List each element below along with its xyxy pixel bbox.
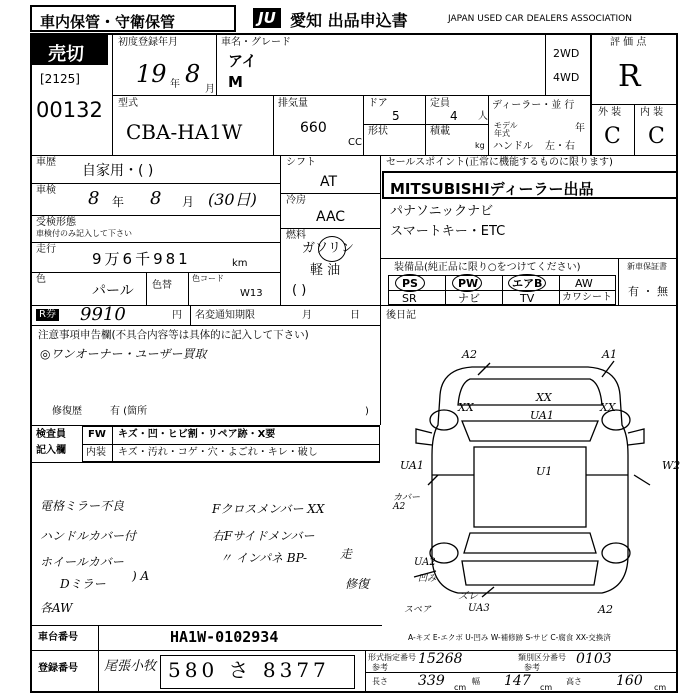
divider — [32, 272, 280, 273]
hand-note-10: 修復 — [345, 577, 370, 591]
color-code-label: 色コード — [192, 274, 224, 283]
kg-unit: kg — [475, 141, 485, 150]
shift-value: AT — [320, 174, 338, 190]
inspector-label-1: 検査員 — [36, 429, 66, 440]
receive-label: 受検形態 — [36, 217, 76, 228]
equip-ps-circle — [395, 274, 425, 292]
history-value: 自家用・( ) — [82, 163, 154, 179]
reg-year-unit: 年 — [170, 79, 180, 90]
width-label: 幅 — [472, 677, 480, 686]
plate-region: 尾張小牧 — [104, 659, 157, 674]
inspection-day: (30日) — [208, 190, 257, 209]
class-number: 0103 — [576, 651, 612, 667]
eval-score: R — [618, 59, 641, 94]
equip-pw: PW — [458, 277, 479, 290]
sold-badge — [32, 35, 108, 65]
divider — [280, 228, 380, 229]
plate-label: 登録番号 — [38, 663, 78, 674]
repair-history-label: 修復歴 — [52, 406, 82, 417]
fw-items: キズ・凹・ヒビ割・リペア跡・X要 — [118, 429, 276, 440]
equip-tv: TV — [520, 292, 535, 305]
hand-note-3: ホイールカバー — [40, 555, 124, 569]
mark-spare: スペア — [404, 605, 432, 615]
divider — [188, 272, 189, 305]
sold-label: 売切 — [48, 44, 84, 65]
background-label: 後日記 — [386, 310, 416, 321]
reg-month: 8 — [185, 60, 201, 88]
equip-aw: AW — [575, 277, 593, 290]
displacement: 660 — [300, 120, 327, 136]
fuel-circle-mark — [318, 236, 346, 262]
shape-label: 形状 — [368, 126, 388, 137]
car-name: アイ — [228, 52, 257, 70]
mark-u1-roof: U1 — [536, 465, 553, 478]
equip-navi: ナビ — [458, 292, 480, 305]
car-name-label: 車名・グレード — [221, 37, 291, 48]
model-year-label: モデル 年式 — [494, 121, 518, 138]
length-label: 長さ — [372, 677, 388, 686]
interior-items: キズ・汚れ・コゲ・穴・よごれ・キレ・破し — [118, 447, 318, 458]
chassis-number: HA1W-0102934 — [170, 628, 279, 646]
mark-cover-a2: カバー A2 — [393, 493, 421, 512]
receive-note: 車検付のみ記入して下さい — [36, 229, 132, 238]
mileage: 9万6千981 — [92, 250, 191, 268]
divider — [32, 305, 678, 306]
height-value: 160 — [616, 673, 643, 689]
selling-point-line2: パナソニックナビ — [390, 204, 494, 219]
car-model: CBA-HA1W — [126, 120, 243, 144]
divider — [488, 95, 489, 155]
hand-note-2: ハンドルカバー付 — [40, 529, 137, 543]
hand-note-1: 電格ミラー不良 — [40, 499, 125, 513]
form-number-label: 形式指定番号 — [368, 653, 416, 662]
inspection-month: 8 — [150, 188, 162, 209]
selling-point-line3: スマートキー・ETC — [390, 224, 506, 239]
color-value: パール — [92, 283, 134, 299]
inspection-year-unit: 年 — [112, 195, 125, 209]
divider — [280, 155, 281, 305]
drive-4wd: 4WD — [553, 71, 580, 84]
selling-points-box — [382, 171, 678, 199]
model-year-unit: 年 — [575, 123, 585, 134]
recycle-yen: 円 — [172, 310, 182, 321]
mark-w2-right: W2 — [662, 459, 681, 472]
km-unit: km — [232, 258, 248, 269]
capacity-label: 定員 — [430, 98, 450, 109]
recycle-label: R券 — [36, 309, 59, 321]
equip-sr: SR — [402, 292, 417, 305]
eval-label: 評 価 点 — [610, 37, 647, 48]
length-value: 339 — [418, 673, 445, 689]
mark-ua1-left: UA1 — [400, 459, 424, 472]
inspection-label: 車検 — [36, 185, 56, 196]
color-change-label: 色替 — [152, 280, 172, 291]
divider — [32, 215, 280, 216]
hand-note-5: 各AW — [40, 601, 73, 615]
divider — [363, 95, 364, 155]
mark-ua1-front: UA1 — [530, 409, 554, 422]
divider — [146, 272, 147, 305]
warranty-value: 有 ・ 無 — [628, 285, 668, 298]
hand-note-6: Fクロスメンバー XX — [212, 502, 325, 516]
model-label: 型式 — [118, 98, 138, 109]
divider — [380, 258, 678, 259]
dealer-label: ディーラー・並 行 — [492, 100, 575, 111]
repair-history-close: ) — [365, 406, 369, 417]
divider — [32, 625, 382, 626]
fuel-gasoline: ガソリン — [302, 241, 355, 256]
divider — [98, 625, 99, 693]
mileage-label: 走行 — [36, 244, 56, 255]
handle-options: 左・右 — [545, 141, 575, 152]
equip-pw-circle — [452, 274, 482, 292]
equip-airbag-circle — [508, 274, 546, 292]
inspector-label-2: 記入欄 — [36, 445, 66, 456]
color-code: W13 — [240, 288, 263, 299]
hand-note-8: 〃 インパネ BP- — [220, 551, 308, 565]
hand-note-11: ) A — [132, 569, 150, 583]
color-label: 色 — [36, 274, 46, 285]
divider — [425, 95, 426, 155]
exterior-grade: C — [604, 124, 621, 149]
fuel-label: 燃料 — [286, 230, 306, 241]
plate-number: 580 さ 8377 — [168, 658, 330, 682]
drive-2wd: 2WD — [553, 47, 580, 60]
divider — [273, 95, 274, 155]
shift-label: シフト — [286, 157, 316, 168]
mark-ua2-rear: UA2 — [414, 557, 436, 568]
hand-note-9: 走 — [340, 547, 353, 561]
notes-label: 注意事項申告欄(不具合内容等は具体的に記入して下さい) — [38, 329, 309, 341]
height-label: 高さ — [566, 677, 582, 686]
notes-line1: ◎ワンオーナー・ユーザー買取 — [40, 347, 207, 361]
capacity: 4 — [450, 109, 458, 123]
divider — [380, 155, 381, 305]
equip-airbag: エアB — [512, 277, 543, 290]
lot-code: [2125] — [40, 72, 80, 86]
reg-year: 19 — [136, 60, 167, 88]
name-change-day: 日 — [350, 310, 360, 321]
inspection-year: 8 — [88, 188, 100, 209]
mark-ua3: UA3 — [468, 603, 490, 614]
hand-note-4: Dミラー — [60, 577, 106, 591]
fuel-other: ( ) — [292, 283, 307, 298]
repair-history-value: 有 (箇所 — [110, 406, 148, 417]
equipment-label: 装備品(純正品に限り○をつけてください) — [394, 262, 581, 273]
load-label: 積載 — [430, 126, 450, 137]
divider — [280, 193, 380, 194]
divider — [634, 104, 635, 155]
selling-points-label: セールスポイント(正常に機能するものに限ります) — [386, 157, 613, 168]
ju-logo: JU — [253, 8, 281, 28]
cc-unit: CC — [348, 137, 362, 148]
mark-xx-left: XX — [458, 401, 474, 414]
warranty-label: 新車保証書 — [627, 262, 667, 271]
damage-legend: A-キズ E-エクボ U-凹み W-補修跡 S-サビ C-腐食 XX-交換済 — [408, 633, 611, 642]
height-unit: cm — [654, 683, 667, 692]
ac-value: AAC — [316, 209, 346, 225]
chassis-label: 車台番号 — [38, 632, 78, 643]
divider — [388, 290, 616, 291]
class-number-label: 類別区分番号 — [518, 653, 566, 662]
mark-xx-front: XX — [536, 391, 552, 404]
interior-label: 内 装 — [640, 107, 664, 118]
mark-dent: 凹み — [418, 574, 437, 584]
divider — [216, 35, 217, 95]
divider — [32, 183, 280, 184]
equip-kawa-seat: カワシート — [562, 292, 612, 303]
door-count: 5 — [392, 109, 400, 123]
divider — [545, 35, 546, 95]
form-number: 15268 — [418, 651, 463, 667]
mark-a1-top: A1 — [602, 348, 617, 361]
mark-shift: ズレ — [458, 591, 478, 602]
recycle-value: 9910 — [80, 304, 126, 325]
form-number-ref: 参考 — [372, 663, 388, 672]
hand-note-7: 右Fサイドメンバー — [212, 529, 315, 543]
name-change-month: 月 — [302, 310, 312, 321]
name-change-label: 名変通知期限 — [195, 310, 255, 321]
divider — [32, 325, 380, 326]
first-reg-label: 初度登録年月 — [118, 37, 178, 48]
divider — [190, 305, 191, 325]
equip-ps: PS — [402, 277, 418, 290]
width-value: 147 — [504, 673, 531, 689]
divider — [32, 242, 280, 243]
class-number-ref: 参考 — [524, 663, 540, 672]
fw-label: FW — [88, 429, 106, 440]
divider — [380, 305, 381, 425]
mark-a2-rear: A2 — [598, 603, 613, 616]
fuel-light-oil: 軽 油 — [310, 263, 341, 278]
selling-point-line1: MITSUBISHIディーラー出品 — [390, 180, 594, 198]
car-grade: M — [228, 73, 243, 91]
mark-xx-right: XX — [600, 401, 616, 414]
door-label: ドア — [368, 98, 388, 109]
divider — [590, 35, 592, 155]
ac-label: 冷房 — [286, 195, 306, 206]
width-unit: cm — [540, 683, 553, 692]
mark-a2-top: A2 — [462, 348, 477, 361]
divider — [82, 444, 380, 445]
divider — [363, 124, 488, 125]
exterior-label: 外 装 — [598, 107, 622, 118]
history-label: 車歴 — [36, 157, 56, 168]
divider — [32, 462, 380, 463]
person-unit: 人 — [478, 111, 488, 122]
lot-number: 00132 — [36, 98, 103, 122]
handle-label: ハンドル — [493, 141, 533, 152]
interior-grade: C — [648, 124, 665, 149]
divider — [618, 258, 619, 305]
divider — [32, 155, 678, 156]
inspection-month-unit: 月 — [182, 195, 195, 209]
length-unit: cm — [454, 683, 467, 692]
storage-label: 車内保管・守衛保管 — [40, 13, 176, 31]
interior-inspect-label: 内装 — [86, 447, 106, 458]
storage-label-box — [30, 5, 236, 32]
displacement-label: 排気量 — [278, 98, 308, 109]
form-title: 愛知 出品申込書 — [290, 11, 408, 30]
association-name: JAPAN USED CAR DEALERS ASSOCIATION — [448, 14, 632, 24]
reg-month-unit: 月 — [205, 84, 215, 95]
divider — [112, 95, 590, 96]
